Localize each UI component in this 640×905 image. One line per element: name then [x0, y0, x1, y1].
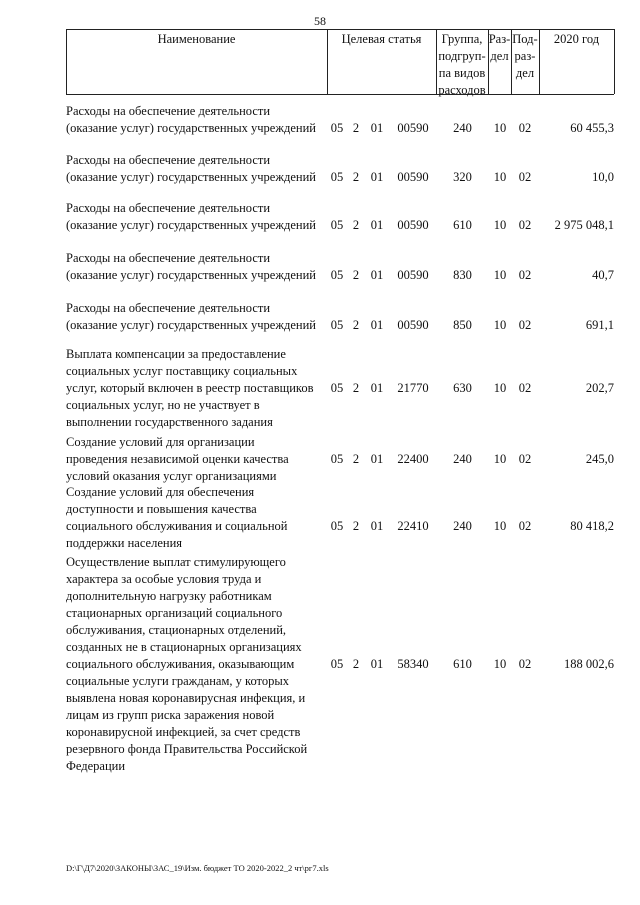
expense-group-cell: 240 — [453, 519, 472, 533]
row-name-line: Расходы на обеспечение деятельности — [66, 251, 271, 265]
row-name-line: Создание условий для обеспечения — [66, 485, 255, 499]
row-name-line: Создание условий для организации — [66, 435, 255, 449]
header-bottom-border — [66, 94, 614, 95]
header-section — [488, 31, 511, 65]
amount-cell: 691,1 — [585, 318, 614, 332]
target-article-direction: 22400 — [397, 452, 429, 466]
subsection-cell: 02 — [518, 519, 532, 533]
row-name-line: социальных услуг поставщику социальных — [66, 364, 298, 378]
row-name-line: (оказание услуг) государственных учреждений — [66, 268, 316, 282]
row-name-line: резервного фонда Правительства Российской — [66, 742, 308, 756]
header-line: подгруп- — [438, 49, 486, 63]
row-name-line: характера за особые условия труда и — [66, 572, 262, 586]
target-article-subprogram: 2 — [352, 318, 360, 332]
target-article-subprogram: 2 — [352, 218, 360, 232]
subsection-cell: 02 — [518, 218, 532, 232]
target-article-program: 05 — [330, 268, 344, 282]
section-cell: 10 — [493, 519, 507, 533]
target-article-direction: 00590 — [397, 268, 429, 282]
target-article-event: 01 — [370, 519, 384, 533]
row-name — [66, 554, 328, 775]
target-article-event: 01 — [370, 381, 384, 395]
header-line: Раз- — [488, 32, 511, 46]
target-article-program: 05 — [330, 452, 344, 466]
row-name-line: Расходы на обеспечение деятельности — [66, 201, 271, 215]
row-name-line: созданных не в стационарных организациях — [66, 640, 302, 654]
target-article-event: 01 — [370, 121, 384, 135]
row-name-line: выявлена новая коронавирусная инфекция, и — [66, 691, 306, 705]
footer-file-path: D:\Г\Д7\2020\ЗАКОНЫ\ЗАС_19\Изм. бюджет ТО 2020-2022_2 чт\рг7.xls — [66, 863, 329, 873]
expense-group-cell: 830 — [453, 268, 472, 282]
expense-group-cell: 850 — [453, 318, 472, 332]
target-article-program: 05 — [330, 519, 344, 533]
target-article-program: 05 — [330, 657, 344, 671]
row-name — [66, 346, 328, 431]
target-article-subprogram: 2 — [352, 657, 360, 671]
target-article-direction: 58340 — [397, 657, 429, 671]
row-name-line: Расходы на обеспечение деятельности — [66, 104, 271, 118]
expense-group-cell: 610 — [453, 657, 472, 671]
row-name-line: Расходы на обеспечение деятельности — [66, 153, 271, 167]
expense-group-cell: 320 — [453, 170, 472, 184]
row-name — [66, 152, 328, 186]
expense-group-cell: 240 — [453, 121, 472, 135]
row-name-line: социальные услуги гражданам, у которых — [66, 674, 289, 688]
subsection-cell: 02 — [518, 452, 532, 466]
amount-cell: 10,0 — [592, 170, 614, 184]
row-name-line: Расходы на обеспечение деятельности — [66, 301, 271, 315]
amount-cell: 2 975 048,1 — [554, 218, 614, 232]
target-article-program: 05 — [330, 381, 344, 395]
target-article-program: 05 — [330, 318, 344, 332]
row-name-line: (оказание услуг) государственных учреждений — [66, 121, 316, 135]
row-name — [66, 103, 328, 137]
page-number: 58 — [314, 14, 326, 28]
header-line: расходов — [438, 83, 486, 97]
amount-cell: 80 418,2 — [570, 519, 614, 533]
row-name — [66, 250, 328, 284]
subsection-cell: 02 — [518, 318, 532, 332]
row-name-line: социального обслуживания и социальной — [66, 519, 288, 533]
expense-group-cell: 610 — [453, 218, 472, 232]
row-name — [66, 200, 328, 234]
target-article-subprogram: 2 — [352, 121, 360, 135]
header-line: дел — [515, 66, 535, 80]
section-cell: 10 — [493, 657, 507, 671]
header-year: 2020 год — [553, 32, 600, 46]
row-name-line: (оказание услуг) государственных учреждений — [66, 170, 316, 184]
header-line: Группа, — [441, 32, 483, 46]
header-line: дел — [490, 49, 509, 63]
target-article-event: 01 — [370, 657, 384, 671]
row-name-line: коронавирусной инфекцией, за счет средств — [66, 725, 301, 739]
row-name-line: (оказание услуг) государственных учреждений — [66, 318, 316, 332]
target-article-subprogram: 2 — [352, 519, 360, 533]
amount-cell: 60 455,3 — [570, 121, 614, 135]
subsection-cell: 02 — [518, 381, 532, 395]
target-article-subprogram: 2 — [352, 170, 360, 184]
target-article-event: 01 — [370, 218, 384, 232]
row-name-line: доступности и повышения качества — [66, 502, 257, 516]
target-article-program: 05 — [330, 121, 344, 135]
target-article-program: 05 — [330, 218, 344, 232]
target-article-event: 01 — [370, 452, 384, 466]
target-article-program: 05 — [330, 170, 344, 184]
row-name-line: проведения независимой оценки качества — [66, 452, 289, 466]
target-article-direction: 00590 — [397, 121, 429, 135]
target-article-direction: 21770 — [397, 381, 429, 395]
row-name-line: Выплата компенсации за предоставление — [66, 347, 286, 361]
section-cell: 10 — [493, 381, 507, 395]
amount-cell: 40,7 — [592, 268, 614, 282]
amount-cell: 188 002,6 — [564, 657, 614, 671]
row-name — [66, 300, 328, 334]
header-line: Под- — [512, 32, 538, 46]
row-name-line: социального обслуживания, оказывающим — [66, 657, 295, 671]
target-article-event: 01 — [370, 268, 384, 282]
row-name — [66, 484, 328, 552]
header-line: па видов — [438, 66, 486, 80]
subsection-cell: 02 — [518, 121, 532, 135]
row-name — [66, 434, 328, 485]
target-article-subprogram: 2 — [352, 381, 360, 395]
row-name-line: дополнительную нагрузку работникам — [66, 589, 272, 603]
row-name-line: социальных услуг, но не участвует в — [66, 398, 260, 412]
target-article-event: 01 — [370, 170, 384, 184]
subsection-cell: 02 — [518, 657, 532, 671]
section-cell: 10 — [493, 452, 507, 466]
row-name-line: услуг, который включен в реестр поставщиков — [66, 381, 314, 395]
section-cell: 10 — [493, 218, 507, 232]
header-line: раз- — [514, 49, 536, 63]
section-cell: 10 — [493, 268, 507, 282]
target-article-direction: 00590 — [397, 218, 429, 232]
section-cell: 10 — [493, 318, 507, 332]
target-article-direction: 22410 — [397, 519, 429, 533]
row-name-line: выполнении государственного задания — [66, 415, 273, 429]
amount-cell: 202,7 — [585, 381, 614, 395]
header-target-article: Целевая статья — [341, 32, 422, 46]
row-name-line: условий оказания услуг организациями — [66, 469, 277, 483]
target-article-event: 01 — [370, 318, 384, 332]
row-name-line: поддержки населения — [66, 536, 183, 550]
row-name-line: (оказание услуг) государственных учреждений — [66, 218, 316, 232]
row-name-line: обслуживания, стационарных отделений, — [66, 623, 287, 637]
row-name-line: Осуществление выплат стимулирующего — [66, 555, 286, 569]
expense-group-cell: 240 — [453, 452, 472, 466]
header-subsection — [511, 31, 539, 82]
header-divider — [614, 29, 615, 94]
expense-group-cell: 630 — [453, 381, 472, 395]
section-cell: 10 — [493, 170, 507, 184]
subsection-cell: 02 — [518, 170, 532, 184]
row-name-line: Федерации — [66, 759, 126, 773]
target-article-direction: 00590 — [397, 170, 429, 184]
header-name: Наименование — [157, 32, 236, 46]
section-cell: 10 — [493, 121, 507, 135]
row-name-line: лицам из групп риска заражения новой — [66, 708, 275, 722]
target-article-subprogram: 2 — [352, 268, 360, 282]
header-top-border — [66, 29, 614, 30]
header-expense-group — [436, 31, 488, 99]
amount-cell: 245,0 — [585, 452, 614, 466]
target-article-subprogram: 2 — [352, 452, 360, 466]
row-name-line: стационарных организаций социального — [66, 606, 283, 620]
subsection-cell: 02 — [518, 268, 532, 282]
target-article-direction: 00590 — [397, 318, 429, 332]
